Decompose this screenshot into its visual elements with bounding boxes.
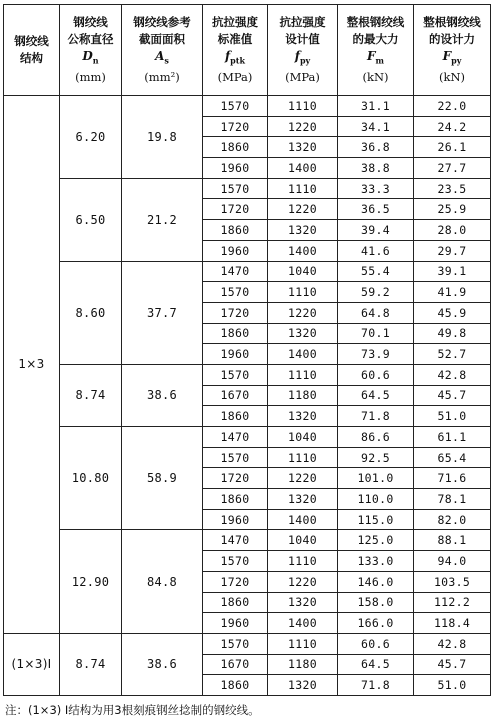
max-force-cell: 92.5 [338, 447, 414, 468]
tensile-design-cell: 1220 [268, 302, 338, 323]
header-symbol [122, 48, 202, 69]
tensile-design-cell: 1320 [268, 220, 338, 241]
diameter-cell: 8.74 [60, 364, 122, 426]
tensile-design-cell: 1220 [268, 199, 338, 220]
table-row [4, 178, 491, 199]
diameter-cell: 6.50 [60, 178, 122, 261]
structure-cell: (1×3)I [4, 633, 60, 695]
tensile-standard-cell: 1720 [203, 468, 268, 489]
header-line: 的设计力 [429, 31, 475, 46]
symbol-subscript: py [299, 55, 311, 66]
tensile-standard-cell: 1720 [203, 199, 268, 220]
area-cell: 37.7 [122, 261, 203, 364]
table-note: 注：(1×3) I结构为用3根刻痕钢丝捻制的钢绞线。 [5, 702, 260, 717]
area-cell: 19.8 [122, 96, 203, 179]
table-body [4, 96, 491, 696]
design-force-cell: 22.0 [414, 96, 491, 117]
header-symbol [338, 48, 413, 69]
design-force-cell: 24.2 [414, 116, 491, 137]
tensile-standard-cell: 1960 [203, 158, 268, 179]
header-unit: (MPa) [217, 70, 253, 85]
max-force-cell: 55.4 [338, 261, 414, 282]
diameter-cell: 8.60 [60, 261, 122, 364]
header-line: 钢绞线 [73, 14, 108, 29]
tensile-design-cell: 1040 [268, 427, 338, 448]
max-force-cell: 101.0 [338, 468, 414, 489]
tensile-design-cell: 1400 [268, 158, 338, 179]
steel-strand-table [3, 4, 491, 696]
tensile-standard-cell: 1720 [203, 571, 268, 592]
design-force-cell: 41.9 [414, 282, 491, 303]
tensile-standard-cell: 1860 [203, 489, 268, 510]
max-force-cell: 71.8 [338, 406, 414, 427]
diameter-cell: 12.90 [60, 530, 122, 633]
table-row [4, 261, 491, 282]
header-unit: (MPa) [285, 70, 320, 85]
tensile-standard-cell: 1570 [203, 633, 268, 654]
design-force-cell: 45.9 [414, 302, 491, 323]
max-force-cell: 59.2 [338, 282, 414, 303]
tensile-design-cell: 1320 [268, 489, 338, 510]
design-force-cell: 118.4 [414, 613, 491, 634]
tensile-standard-cell: 1960 [203, 344, 268, 365]
tensile-standard-cell: 1860 [203, 675, 268, 696]
design-force-cell: 78.1 [414, 489, 491, 510]
max-force-cell: 33.3 [338, 178, 414, 199]
tensile-standard-cell: 1860 [203, 220, 268, 241]
design-force-cell: 94.0 [414, 551, 491, 572]
symbol-letter: f [294, 48, 300, 63]
column-header [338, 5, 414, 96]
header-line: 标准值 [217, 31, 253, 46]
header-line: 钢绞线参考 [133, 14, 191, 29]
tensile-standard-cell: 1860 [203, 323, 268, 344]
header-line: 抗拉强度 [279, 14, 326, 29]
symbol-letter: F [442, 48, 452, 63]
symbol-subscript: ptk [230, 55, 245, 66]
header-line: 抗拉强度 [212, 14, 258, 29]
design-force-cell: 27.7 [414, 158, 491, 179]
header-unit: (kN) [438, 70, 465, 85]
tensile-design-cell: 1110 [268, 364, 338, 385]
header-line: 公称直径 [67, 31, 114, 46]
tensile-standard-cell: 1470 [203, 427, 268, 448]
tensile-design-cell: 1110 [268, 633, 338, 654]
design-force-cell: 45.7 [414, 385, 491, 406]
design-force-cell: 65.4 [414, 447, 491, 468]
header-line: 整根钢绞线 [423, 14, 481, 29]
design-force-cell: 112.2 [414, 592, 491, 613]
tensile-design-cell: 1180 [268, 654, 338, 675]
max-force-cell: 64.5 [338, 654, 414, 675]
tensile-design-cell: 1320 [268, 592, 338, 613]
tensile-standard-cell: 1570 [203, 447, 268, 468]
symbol-letter: f [224, 48, 231, 63]
symbol-subscript: m [375, 55, 384, 66]
max-force-cell: 64.5 [338, 385, 414, 406]
structure-cell: 1×3 [4, 96, 60, 634]
tensile-standard-cell: 1570 [203, 551, 268, 572]
tensile-design-cell: 1320 [268, 406, 338, 427]
header-line: 整根钢绞线 [346, 14, 405, 29]
tensile-design-cell: 1110 [268, 447, 338, 468]
design-force-cell: 52.7 [414, 344, 491, 365]
design-force-cell: 49.8 [414, 323, 491, 344]
table-row [4, 530, 491, 551]
header-symbol [268, 48, 337, 69]
tensile-design-cell: 1320 [268, 137, 338, 158]
max-force-cell: 31.1 [338, 96, 414, 117]
header-line: 钢绞线 [14, 34, 49, 48]
tensile-design-cell: 1180 [268, 385, 338, 406]
tensile-design-cell: 1040 [268, 530, 338, 551]
table-row [4, 427, 491, 448]
diameter-cell: 8.74 [60, 633, 122, 695]
diameter-cell: 6.20 [60, 96, 122, 179]
tensile-design-cell: 1320 [268, 675, 338, 696]
tensile-design-cell: 1220 [268, 468, 338, 489]
area-cell: 21.2 [122, 178, 203, 261]
max-force-cell: 64.8 [338, 302, 414, 323]
table-header [4, 5, 491, 96]
design-force-cell: 71.6 [414, 468, 491, 489]
header-row [4, 5, 491, 96]
max-force-cell: 73.9 [338, 344, 414, 365]
tensile-standard-cell: 1670 [203, 385, 268, 406]
header-line: 结构 [20, 51, 43, 65]
column-header [203, 5, 268, 96]
max-force-cell: 36.8 [338, 137, 414, 158]
tensile-design-cell: 1400 [268, 509, 338, 530]
area-cell: 84.8 [122, 530, 203, 633]
area-cell: 58.9 [122, 427, 203, 530]
max-force-cell: 71.8 [338, 675, 414, 696]
tensile-standard-cell: 1860 [203, 406, 268, 427]
table-row [4, 364, 491, 385]
header-line: 截面面积 [139, 31, 185, 46]
max-force-cell: 146.0 [338, 571, 414, 592]
header-symbol [60, 48, 121, 69]
max-force-cell: 41.6 [338, 240, 414, 261]
symbol-subscript: n [92, 55, 99, 66]
max-force-cell: 60.6 [338, 633, 414, 654]
tensile-design-cell: 1320 [268, 323, 338, 344]
tensile-standard-cell: 1470 [203, 530, 268, 551]
design-force-cell: 51.0 [414, 406, 491, 427]
max-force-cell: 39.4 [338, 220, 414, 241]
max-force-cell: 86.6 [338, 427, 414, 448]
tensile-design-cell: 1110 [268, 178, 338, 199]
column-header [122, 5, 203, 96]
header-unit: (kN) [362, 70, 389, 85]
tensile-standard-cell: 1470 [203, 261, 268, 282]
design-force-cell: 39.1 [414, 261, 491, 282]
design-force-cell: 25.9 [414, 199, 491, 220]
design-force-cell: 82.0 [414, 509, 491, 530]
column-header [60, 5, 122, 96]
tensile-standard-cell: 1860 [203, 137, 268, 158]
header-line: 设计值 [285, 31, 320, 46]
tensile-design-cell: 1400 [268, 344, 338, 365]
diameter-cell: 10.80 [60, 427, 122, 530]
max-force-cell: 34.1 [338, 116, 414, 137]
symbol-subscript: s [164, 55, 169, 66]
table-row [4, 633, 491, 654]
tensile-standard-cell: 1960 [203, 613, 268, 634]
design-force-cell: 61.1 [414, 427, 491, 448]
max-force-cell: 60.6 [338, 364, 414, 385]
column-header [4, 5, 60, 96]
symbol-letter: F [367, 48, 376, 63]
max-force-cell: 115.0 [338, 509, 414, 530]
max-force-cell: 36.5 [338, 199, 414, 220]
tensile-design-cell: 1110 [268, 551, 338, 572]
header-line: 的最大力 [352, 31, 399, 46]
tensile-standard-cell: 1860 [203, 592, 268, 613]
header-unit: (mm²) [144, 70, 180, 85]
document [3, 4, 490, 718]
tensile-design-cell: 1400 [268, 240, 338, 261]
design-force-cell: 51.0 [414, 675, 491, 696]
max-force-cell: 70.1 [338, 323, 414, 344]
header-symbol [414, 48, 490, 69]
max-force-cell: 38.8 [338, 158, 414, 179]
tensile-standard-cell: 1960 [203, 240, 268, 261]
symbol-subscript: py [451, 55, 462, 66]
table-row [4, 96, 491, 117]
tensile-standard-cell: 1720 [203, 302, 268, 323]
tensile-design-cell: 1220 [268, 116, 338, 137]
tensile-standard-cell: 1570 [203, 178, 268, 199]
design-force-cell: 42.8 [414, 364, 491, 385]
tensile-standard-cell: 1570 [203, 364, 268, 385]
design-force-cell: 45.7 [414, 654, 491, 675]
tensile-design-cell: 1040 [268, 261, 338, 282]
max-force-cell: 166.0 [338, 613, 414, 634]
tensile-standard-cell: 1570 [203, 96, 268, 117]
tensile-standard-cell: 1720 [203, 116, 268, 137]
max-force-cell: 133.0 [338, 551, 414, 572]
symbol-letter: D [82, 48, 93, 63]
design-force-cell: 26.1 [414, 137, 491, 158]
column-header [414, 5, 491, 96]
tensile-standard-cell: 1670 [203, 654, 268, 675]
tensile-standard-cell: 1960 [203, 509, 268, 530]
max-force-cell: 158.0 [338, 592, 414, 613]
column-header [268, 5, 338, 96]
tensile-standard-cell: 1570 [203, 282, 268, 303]
tensile-design-cell: 1110 [268, 282, 338, 303]
header-unit: (mm) [75, 70, 106, 85]
max-force-cell: 125.0 [338, 530, 414, 551]
symbol-letter: A [155, 48, 165, 63]
area-cell: 38.6 [122, 633, 203, 695]
tensile-design-cell: 1220 [268, 571, 338, 592]
design-force-cell: 29.7 [414, 240, 491, 261]
design-force-cell: 28.0 [414, 220, 491, 241]
area-cell: 38.6 [122, 364, 203, 426]
design-force-cell: 88.1 [414, 530, 491, 551]
header-symbol [203, 48, 267, 69]
design-force-cell: 23.5 [414, 178, 491, 199]
tensile-design-cell: 1400 [268, 613, 338, 634]
design-force-cell: 42.8 [414, 633, 491, 654]
design-force-cell: 103.5 [414, 571, 491, 592]
tensile-design-cell: 1110 [268, 96, 338, 117]
max-force-cell: 110.0 [338, 489, 414, 510]
